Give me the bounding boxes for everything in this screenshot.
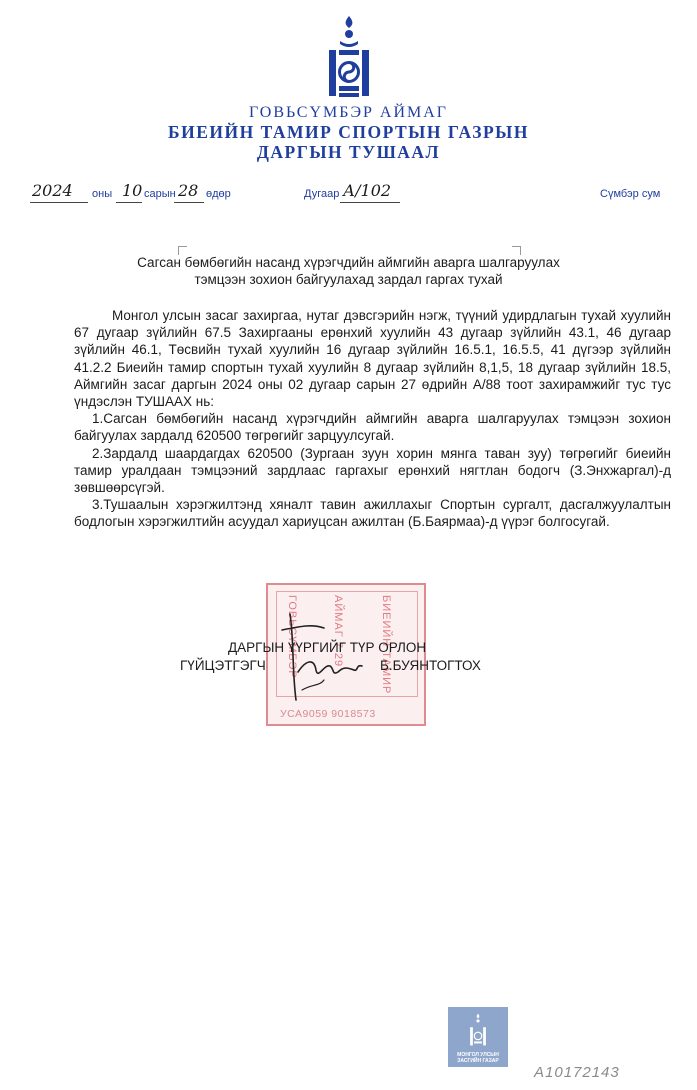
government-logo	[448, 1007, 508, 1067]
header-department: БИЕИЙН ТАМИР СПОРТЫН ГАЗРЫН	[168, 122, 529, 142]
stamp-text-1: ГОВЬСҮМБЭР	[286, 595, 298, 679]
place-name: Сүмбэр сум	[600, 188, 661, 200]
date-month: 10	[122, 181, 143, 200]
order-subject	[0, 254, 697, 288]
handwritten-signature	[272, 600, 382, 710]
stamp-code: УСА9059 9018573	[280, 708, 376, 720]
date-month-suffix: сарын	[144, 188, 176, 200]
order-item-2: 2.Зардалд шаардагдах 620500 (Зургаан зуун хорин мянга таван зуу) төгрөгийг биеийн тамир уралдаан тэмцээний зардлаас гаргахыг ерөнхий нягтлан бодогч (З.Энхжаргал)-д зөвшөөрсүгэй.	[74, 445, 671, 496]
stamp-text-2: АЙМАГ 7 29	[332, 595, 344, 668]
stamp-text-3: БИЕИЙН ТАМИР	[380, 595, 392, 695]
signer-title-line-1: ДАРГЫН ҮҮРГИЙГ ТҮР ОРЛОН	[228, 640, 427, 655]
preamble-paragraph: Монгол улсын засаг захиргаа, нутаг дэвсгэрийн нэгж, түүний удирдлагын тухай хуулийн 67 дугаар зүйлийн 67.5 Захиргааны ерөнхий хуулийн 43 дугаар зүйлийн 43.1, 46 дугаар зүйлийн 46.1, Төсвийн тухай хуулийн 16 дугаар зүйлийн 16.5.1, 16.5.5, 41 дүгээр зүйлийн 41.2.2 Биеийн тамир спортын тухай хуулийн 8 дугаар зүйлийн 8,1,5, 18 дугаар зүйлийн 18.5, Аймгийн засаг даргын 2024 оны 02 дугаар сарын 27 өдрийн А/88 тоот захирамжийг тус тус үндэслэн ТУШААХ нь:	[74, 308, 671, 410]
signer-name: Б.БУЯНТОГТОХ	[380, 658, 481, 673]
order-number-label: Дугаар	[304, 188, 340, 200]
order-body	[74, 307, 671, 531]
soyombo-emblem-icon	[326, 14, 372, 100]
subject-line-2: тэмцээн зохион байгуулахад зардал гаргах тухай	[194, 272, 503, 287]
soyombo-small-icon	[468, 1013, 488, 1047]
header-order-title: ДАРГЫН ТУШААЛ	[256, 142, 441, 162]
logo-caption	[448, 1052, 508, 1064]
logo-caption-line-1: МОНГОЛ УЛСЫН	[457, 1052, 499, 1058]
subject-line-1: Сагсан бөмбөгийн насанд хүрэгчдийн аймгийн аварга шалгаруулах	[137, 255, 560, 270]
date-number-row	[30, 182, 670, 206]
document-serial-code: A10172143	[534, 1064, 620, 1081]
date-day: 28	[178, 181, 199, 200]
order-number: А/102	[343, 181, 392, 200]
header-province: ГОВЬСҮМБЭР АЙМАГ	[248, 104, 449, 121]
signer-title-line-2: ГҮЙЦЭТГЭГЧ	[180, 658, 266, 673]
order-item-3: 3.Тушаалын хэрэгжилтэнд хяналт тавин ажиллахыг Спортын сургалт, дасгалжуулалтын бодлогын хэрэгжилтийн асуудал хариуцсан ажилтан (Б.Баярмаа)-д үүрэг болгосугай.	[74, 497, 671, 530]
date-day-suffix: өдөр	[206, 188, 231, 200]
order-item-1: 1.Сагсан бөмбөгийн насанд хүрэгчдийн аймгийн аварга шалгаруулах тэмцээн зохион байгуулах зардалд 620500 төгрөгийг зарцуулсугай.	[74, 411, 671, 444]
date-year-suffix: оны	[92, 188, 113, 200]
date-year: 2024	[32, 181, 73, 200]
logo-caption-line-2: ЗАСГИЙН ГАЗАР	[457, 1058, 499, 1064]
